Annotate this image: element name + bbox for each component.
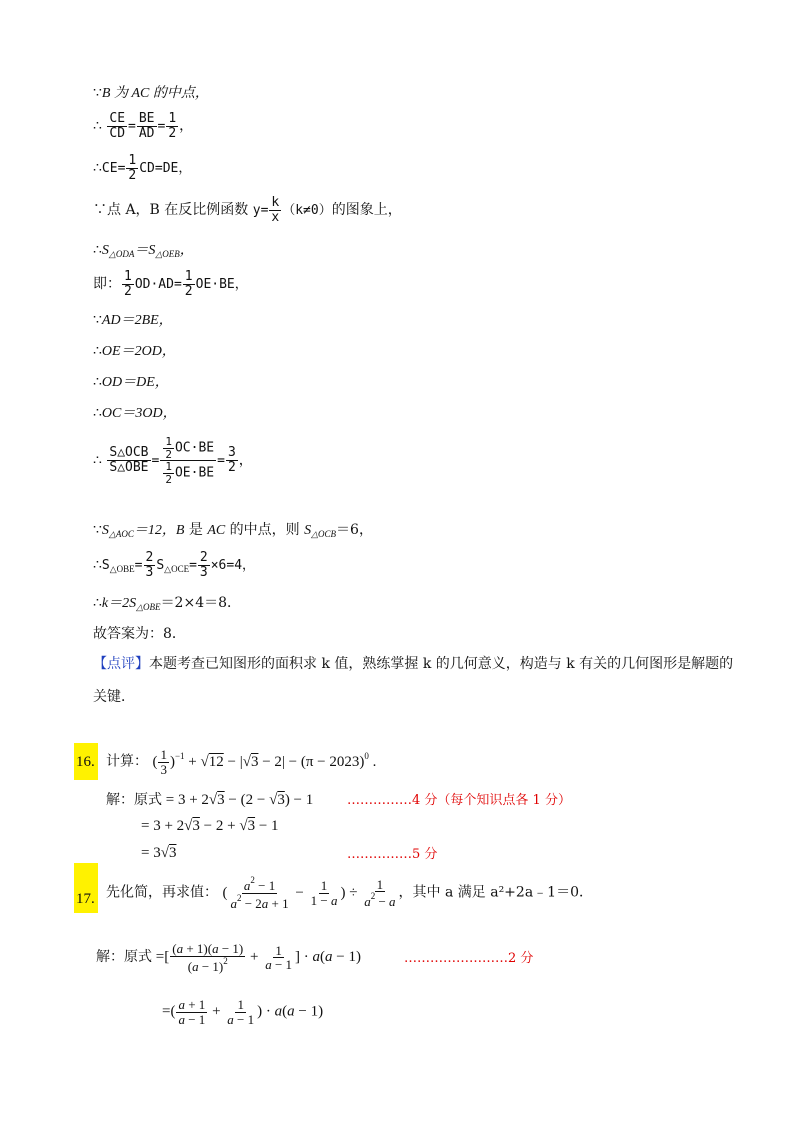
comment-tag: 【点评】	[93, 656, 149, 672]
fraction: $\frac{1}{2}$	[168, 111, 177, 141]
step-line-12: $\because S_{\triangle AOC}=12$，B 是 AC 的中点，则 $S_{\triangle OCB}=6$，	[93, 522, 373, 539]
q16-step-1: 解：原式 = 3 + 2√3 − (2 − √3) − 1	[106, 792, 314, 808]
step-line-11: ∴ $\frac{\text{S△OCB}}{\text{S△OBE}}$ = $\frac{1}{2}$ OC·BE $\frac{1}{2}$ OE·BE = $\frac{3}{2}$ ，	[93, 435, 253, 486]
step-line-1: ∵B 为 AC 的中点，	[93, 85, 209, 101]
q16-step-2: = 3 + 2√3 − 2 + √3 − 1	[141, 818, 279, 834]
question-16-prompt: 计算： ( $\frac{1}{3}$ )$^{-1} + √12 - |√3 - 2| - (\pi - 2023)^0$ .	[106, 747, 377, 777]
q17-step-2: =( $\frac{a + 1}{a - 1}$ + $\frac{1}{a - 1}$ ) · a(a − 1)	[162, 997, 324, 1027]
question-17-prompt: 先化简，再求值： ( $\frac{a^2 - 1}{a^2 - 2a + 1}$ − $\frac{1}{1 - a}$ ) ÷ $\frac{1}{a^2 - a}$ ，其中 a 满足 a²+2a﹣1＝0．	[106, 875, 593, 911]
step-line-4: ∵点 A，B 在反比例函数 y= $\frac{k}{x}$ （k≠0）的图象上，	[93, 195, 402, 225]
q16-score-2: ……………5 分	[347, 847, 438, 862]
compound-fraction: $\frac{1}{2}$ OC·BE $\frac{1}{2}$ OE·BE	[160, 436, 216, 485]
step-line-13: $\therefore S_{\triangle OBE}=$ $\frac{2}{3}$ $S_{\triangle OCE}=$ $\frac{2}{3}$ ×6=4，	[93, 550, 256, 580]
step-line-5: $\therefore S_{\triangle ODA}=S_{\triangle OEB}$，	[93, 242, 194, 259]
q16-score-1: ……………4 分（每个知识点各 1 分）	[347, 793, 571, 808]
q17-score-1: ……………………2 分	[404, 951, 534, 966]
question-16-number: 16.	[76, 754, 95, 770]
step-line-6: 即： $\frac{1}{2}$ OD·AD= $\frac{1}{2}$ OE·BE，	[93, 269, 248, 299]
step-line-8: ∴OE＝2OD，	[93, 343, 176, 359]
step-line-14: $\therefore k=2S_{\triangle OBE}=2\times 4=8$．	[93, 595, 242, 612]
q17-step-1: 解：原式 =[ $\frac{(a + 1)(a - 1)}{(a - 1)^2}$ + $\frac{1}{a - 1}$ ] · a(a − 1)	[96, 941, 362, 974]
answer-line: 故答案为：8．	[93, 626, 186, 642]
fraction: $\frac{BE}{AD}$	[138, 111, 155, 141]
step-line-2: ∴ $\frac{CE}{CD}$ = $\frac{BE}{AD}$ = $\frac{1}{2}$ ，	[93, 111, 194, 141]
step-line-10: ∴OC＝3OD，	[93, 405, 177, 421]
question-17-number: 17.	[76, 891, 95, 907]
fraction: $\frac{CE}{CD}$	[109, 111, 126, 141]
step-line-9: ∴OD＝DE，	[93, 374, 169, 390]
q16-step-3: = 3√3	[141, 845, 177, 861]
comment-line-2: 关键．	[93, 689, 135, 705]
step-line-3: ∴CE= $\frac{1}{2}$ CD=DE，	[93, 153, 192, 183]
comment-line-1: 【点评】本题考查已知图形的面积求 k 值，熟练掌握 k 的几何意义，构造与 k 有关的几何图形是解题的	[93, 656, 734, 672]
step-line-7: ∵AD＝2BE，	[93, 312, 173, 328]
